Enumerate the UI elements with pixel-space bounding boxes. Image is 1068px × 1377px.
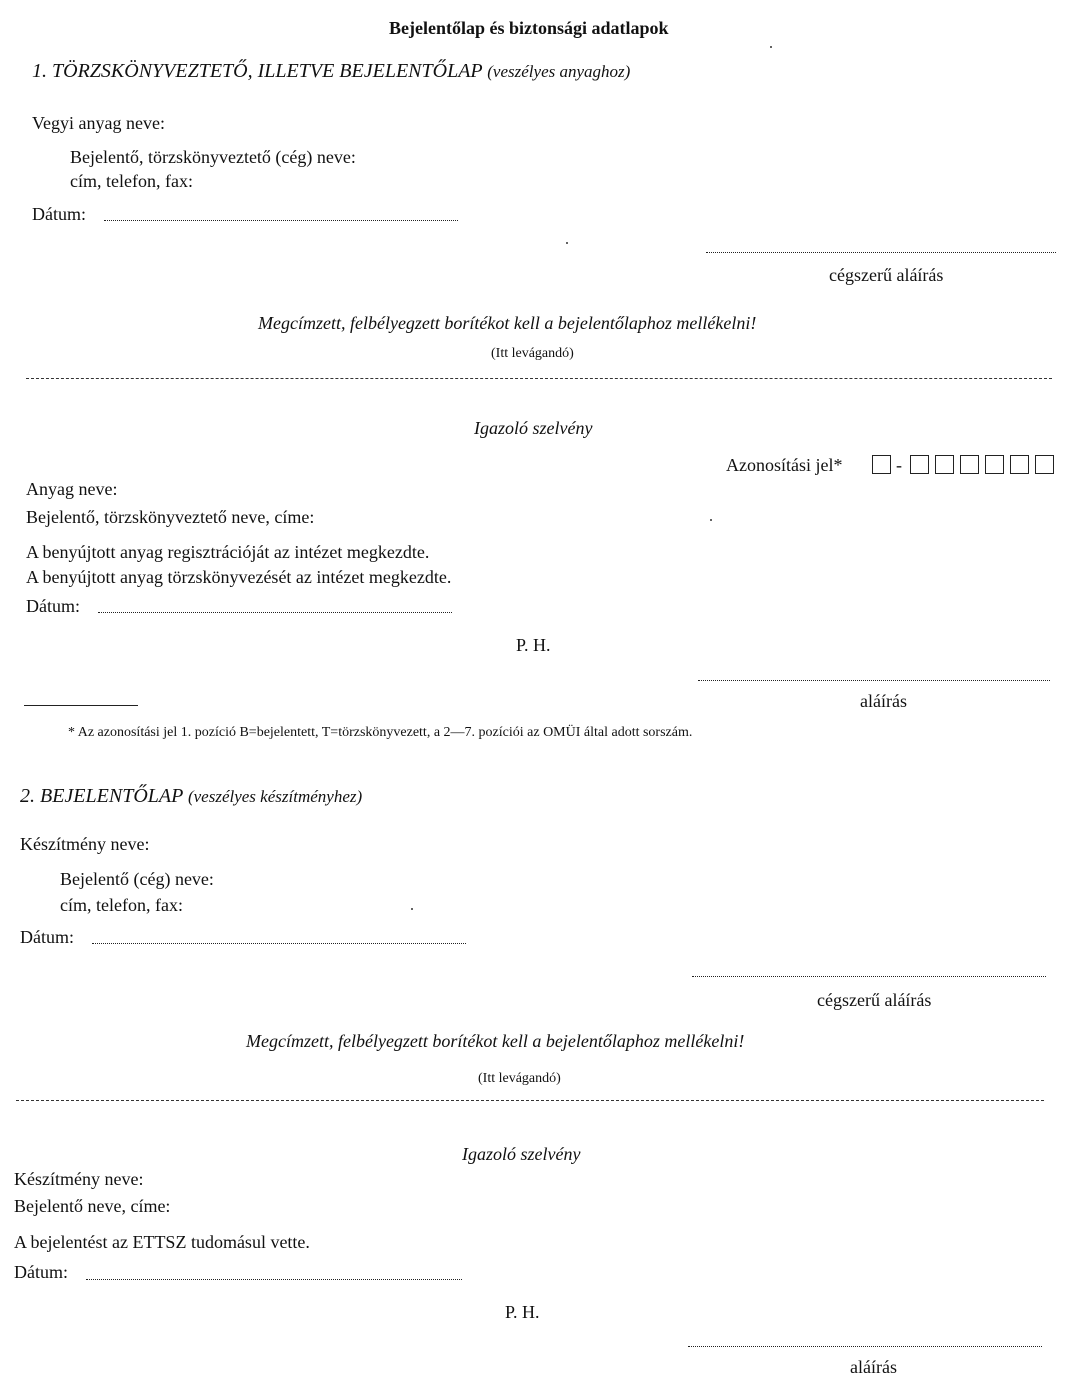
- date-label-2: Dátum:: [20, 927, 74, 947]
- id-label: Azonosítási jel*: [726, 455, 843, 475]
- date-label: Dátum:: [32, 204, 86, 224]
- receipt-title-2: Igazoló szelvény: [462, 1144, 581, 1164]
- date-field-2[interactable]: [92, 943, 466, 944]
- receipt-preparation-label: Készítmény neve:: [14, 1169, 144, 1189]
- company-signature-label-2: cégszerű aláírás: [817, 990, 932, 1010]
- cut-line: [26, 378, 1052, 379]
- receipt-date-label: Dátum:: [26, 596, 80, 616]
- footnote: * Az azonosítási jel 1. pozíció B=bejelentett, T=törzskönyvezett, a 2—7. pozíciói az OMÜI által adott sorszám.: [68, 725, 693, 740]
- receipt-date-field[interactable]: [98, 612, 452, 613]
- stamp-label-2: P. H.: [505, 1302, 540, 1322]
- cut-line-2: [16, 1100, 1044, 1101]
- substance-name-label: Vegyi anyag neve:: [32, 113, 165, 133]
- receipt-title: Igazoló szelvény: [474, 418, 593, 438]
- document-title: Bejelentőlap és biztonsági adatlapok: [389, 18, 669, 38]
- section-1-heading: [32, 61, 630, 81]
- section-2-title: BEJELENTŐLAP: [40, 785, 183, 807]
- id-box-4[interactable]: [960, 455, 979, 474]
- receipt-date-label-2: Dátum:: [14, 1262, 68, 1282]
- acknowledged-text: A bejelentést az ETTSZ tudomásul vette.: [14, 1232, 310, 1252]
- id-separator: -: [896, 455, 902, 475]
- section-1-subtitle: (veszélyes anyaghoz): [487, 62, 631, 81]
- id-box-2[interactable]: [910, 455, 929, 474]
- receipt-signature-label-2: aláírás: [850, 1357, 897, 1377]
- scan-speck: [566, 242, 568, 244]
- id-box-3[interactable]: [935, 455, 954, 474]
- date-field[interactable]: [104, 220, 458, 221]
- receipt-notifier-label: Bejelentő, törzskönyveztető neve, címe:: [26, 507, 315, 527]
- signature-line-2[interactable]: [692, 976, 1046, 977]
- receipt-date-field-2[interactable]: [86, 1279, 462, 1280]
- scan-speck: [411, 908, 413, 910]
- preparation-name-label: Készítmény neve:: [20, 834, 150, 854]
- cut-note: (Itt levágandó): [491, 346, 574, 361]
- id-box-1[interactable]: [872, 455, 891, 474]
- envelope-note: Megcímzett, felbélyegzett borítékot kell a bejelentőlaphoz mellékelni!: [258, 313, 757, 333]
- stamp-label: P. H.: [516, 635, 551, 655]
- contact-label: cím, telefon, fax:: [70, 171, 193, 191]
- section-1-number: 1.: [32, 60, 47, 82]
- scan-speck: [710, 519, 712, 521]
- company-signature-label: cégszerű aláírás: [829, 265, 944, 285]
- envelope-note-2: Megcímzett, felbélyegzett borítékot kell a bejelentőlaphoz mellékelni!: [246, 1031, 745, 1051]
- notifier-name-label-2: Bejelentő (cég) neve:: [60, 869, 214, 889]
- receipt-signature-line[interactable]: [698, 680, 1050, 681]
- scan-speck: [770, 46, 772, 48]
- footnote-rule: [24, 705, 138, 706]
- section-2-subtitle: (veszélyes készítményhez): [187, 787, 363, 806]
- signature-line[interactable]: [706, 252, 1056, 253]
- receipt-notifier-label-2: Bejelentő neve, címe:: [14, 1196, 171, 1216]
- receipt-signature-label: aláírás: [860, 691, 907, 711]
- section-2-number: 2.: [20, 785, 35, 807]
- listing-started-text: A benyújtott anyag törzskönyvezését az intézet megkezdte.: [26, 567, 452, 587]
- receipt-substance-label: Anyag neve:: [26, 479, 118, 499]
- cut-note-2: (Itt levágandó): [478, 1071, 561, 1086]
- id-box-6[interactable]: [1010, 455, 1029, 474]
- section-1-title: TÖRZSKÖNYVEZTETŐ, ILLETVE BEJELENTŐLAP: [52, 60, 483, 82]
- notifier-name-label: Bejelentő, törzskönyveztető (cég) neve:: [70, 147, 356, 167]
- registration-started-text: A benyújtott anyag regisztrációját az intézet megkezdte.: [26, 542, 430, 562]
- id-box-5[interactable]: [985, 455, 1004, 474]
- receipt-signature-line-2[interactable]: [688, 1346, 1042, 1347]
- contact-label-2: cím, telefon, fax:: [60, 895, 183, 915]
- id-box-7[interactable]: [1035, 455, 1054, 474]
- section-2-heading: [20, 786, 362, 806]
